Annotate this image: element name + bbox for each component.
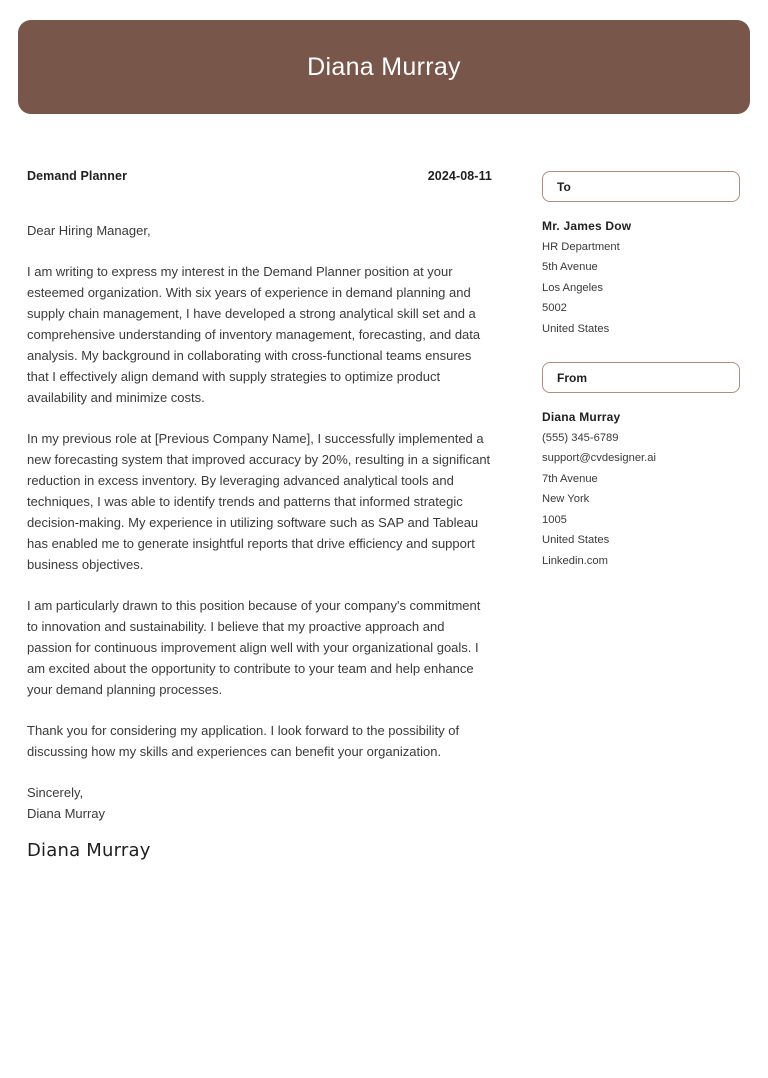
letter-date: 2024-08-11 xyxy=(427,169,492,183)
job-title: Demand Planner xyxy=(27,169,128,183)
address-sidebar xyxy=(542,171,740,594)
to-box xyxy=(542,171,740,202)
closing-name: Diana Murray xyxy=(27,806,106,821)
to-line-country: United States xyxy=(542,322,610,335)
salutation: Dear Hiring Manager, xyxy=(27,223,151,238)
from-line-phone: (555) 345-6789 xyxy=(542,431,619,444)
from-line-street: 7th Avenue xyxy=(542,472,598,485)
from-box xyxy=(542,362,740,393)
letter-body-column xyxy=(27,169,492,861)
from-line-email: support@cvdesigner.ai xyxy=(542,452,656,464)
from-line-name: Diana Murray xyxy=(542,410,621,424)
letter-paragraph-4: Thank you for considering my application. I look forward to the possibility of discussing how my skills and experiences can benefit your organization. xyxy=(27,723,460,759)
signature: Diana Murray xyxy=(27,840,151,861)
from-line-website: Linkedin.com xyxy=(542,554,608,567)
from-line-city: New York xyxy=(542,493,590,505)
to-line-name: Mr. James Dow xyxy=(542,219,632,233)
to-line-city: Los Angeles xyxy=(542,281,603,294)
letter-paragraph-2: In my previous role at [Previous Company Name], I successfully implemented a new forecasting system that improved accuracy by 20%, resulting in a significant reduction in excess inventory. By leveraging advanced analytical tools and techniques, I was able to identify trends and patterns that informed strategic decision-making. My experience in utilizing software such as SAP and Tableau has enabled me to generate insightful reports that drive efficiency and support business objectives. xyxy=(27,431,491,572)
to-line-department: HR Department xyxy=(542,240,620,253)
applicant-name-title: Diana Murray xyxy=(307,52,461,81)
from-line-country: United States xyxy=(542,534,610,546)
letter-closing xyxy=(27,782,492,824)
to-address-block xyxy=(542,216,740,339)
to-label: To xyxy=(557,179,571,194)
from-line-postcode: 1005 xyxy=(542,513,567,526)
letter-paragraph-1: I am writing to express my interest in the Demand Planner position at your esteemed organization. With six years of experience in demand planning and supply chain management, I have developed a strong analytical skill set and a comprehensive understanding of inventory management, forecasting, and data analysis. My background in collaborating with cross-functional teams ensures that I effectively align demand with supply strategies to optimize product availability and minimize costs. xyxy=(27,264,481,405)
header-banner xyxy=(18,20,750,114)
letter-meta-row xyxy=(27,169,492,183)
closing-word: Sincerely, xyxy=(27,785,84,800)
from-label: From xyxy=(557,370,587,385)
to-line-street: 5th Avenue xyxy=(542,261,598,273)
from-address-block xyxy=(542,407,740,571)
to-line-postcode: 5002 xyxy=(542,302,567,314)
letter-paragraph-3: I am particularly drawn to this position because of your company's commitment to innovation and sustainability. I believe that my proactive approach and passion for continuous improvement align well with your organizational goals. I am excited about the opportunity to contribute to your team and help enhance your demand planning processes. xyxy=(27,598,481,697)
